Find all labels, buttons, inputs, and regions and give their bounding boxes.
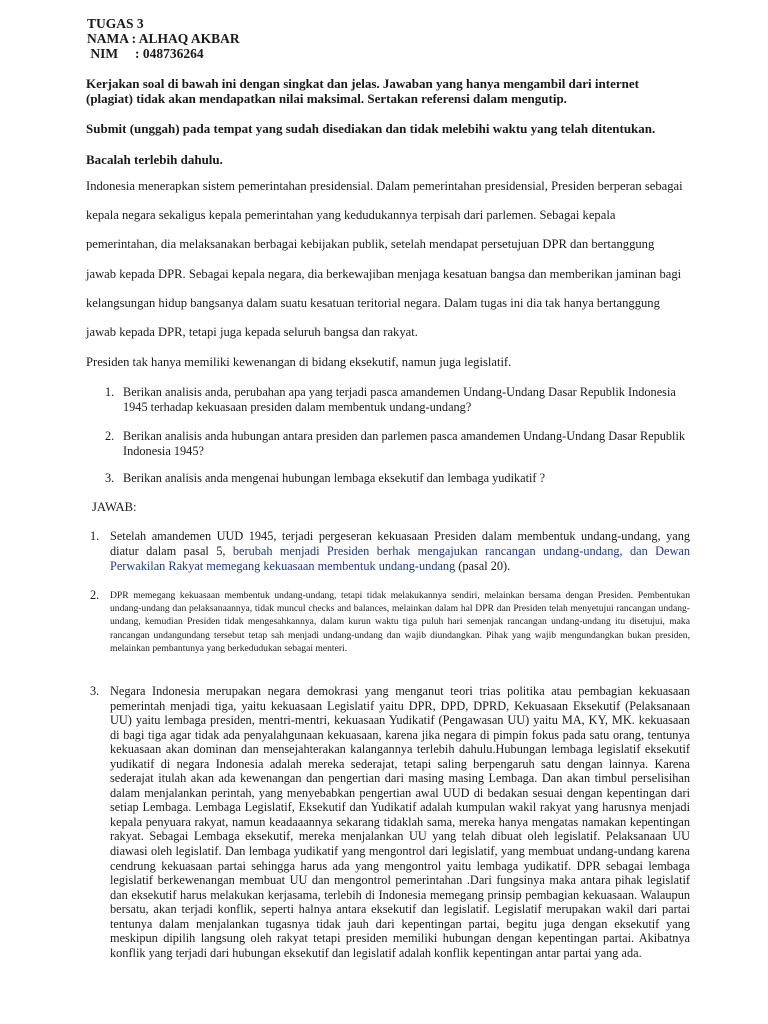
answer-text-part: Setelah amandemen UUD 1945, terjadi pergeseran kekuasaan Presiden dalam membentuk undang-undang, yang diatur dalam pasal 5, [110, 529, 690, 558]
instruction-plagiarism: Kerjakan soal di bawah ini dengan singkat dan jelas. Jawaban yang hanya mengambil dari internet (plagiat) tidak akan mendapatkan nilai maksimal. Sertakan referensi dalam mengutip. [86, 76, 639, 106]
answer-item [90, 684, 690, 960]
assignment-title: TUGAS 3 [87, 16, 144, 31]
question-number: 3. [105, 471, 115, 485]
question-item [105, 429, 690, 458]
intro-lead: Presiden tak hanya memiliki kewenangan di bidang eksekutif, namun juga legislatif. [86, 355, 512, 369]
student-name: NAMA : ALHAQ AKBAR [87, 31, 240, 46]
answer-item [90, 529, 690, 574]
instruction-read-first: Bacalah terlebih dahulu. [86, 152, 223, 167]
answer-text [110, 529, 690, 574]
jawab-label: JAWAB: [92, 500, 137, 514]
question-number: 2. [105, 429, 115, 443]
answer-text: Negara Indonesia merupakan negara demokrasi yang menganut teori trias politika atau pembagian kekuasaan pemerintah menjadi tiga, yaitu kekuasaan Legislatif yaitu DPR, DPD, DPRD, Kekuasaan Eksekutif (Pelaksanaan UU) yaitu lembaga presiden, mentri-mentri, kekuasaan Yudikatif (Pengawasan UU) yaitu MA, KY, MK. kekuasaan di bagi tiga agar tidak ada penyalahgunaan kekuasaan, karena jika negara di pimpin fokus pada satu orang, tentunya kekuasaan akan dominan dan mensejahterakan kalangannya terlebih dahulu.Hubungan lembaga legislatif eksekutif yudikatif di negara Indonesia adalah mereka sederajat, tetapi saling berpengaruh satu dengan lainnya. Karena sederajat itulah akan ada kewenangan dan pengertian dari masing masing Lembaga. Dan akan timbul perselisihan dalam menjalankan perintah, yang menyebabkan pengertian awal UUD di bedakan sesuai dengan kepentingan dari setiap Lembaga. Lembaga Legislatif, Eksekutif dan Yudikatif adalah kumpulan wakil rakyat yang harusnya menjadi kepala penyuara rakyat, namun keadaaannya sekarang tidaklah sama, mereka hanya mengatas namakan kepentingan rakyat. Sebagai Lembaga eksekutif, mereka menjalankan UU yang telah dibuat oleh legislatif. Pelaksanaan UU diawasi oleh legislatif. Dan lembaga yudikatif yang mengontrol dari legislatif, yang membuat undang-undang karena cendrung kekuasaan partai sehingga harus ada yang mengontrol yaitu lembaga yudikatif. DPR sebagai lembaga legislatif berkewenangan membuat UU dan mengontrol pemerintahan .Dari fungsinya maka antara pihak legislatif dan eksekutif harus melakukan kerjasama, terlebih di Indonesia memegang prinsip pembagian kekuasaan. Walaupun bersatu, akan terjadi konflik, seperti halnya antara eksekutif dan legislatif. Legislatif merupakan wakil dari partai tentunya dalam menjalankan tugasnya tidak jauh dari kepentingan partai, begitu juga dengan eksekutif yang meskipun dipilih langsung oleh rakyat tetapi presiden memiliki hubungan dengan kepentingan partai. Akibatnya konflik yang terjadi dari hubungan eksekutif dan legislatif adalah konflik kepentingan antar partai yang ada. [110, 684, 690, 960]
instruction-submit: Submit (unggah) pada tempat yang sudah disediakan dan tidak melebihi waktu yang telah ditentukan. [86, 121, 656, 136]
answer-number: 3. [90, 684, 100, 698]
answer-text: DPR memegang kekuasaan membentuk undang-undang, tetapi tidak melakukannya sendiri, melainkan bersama dengan Presiden. Pembentukan undang-undang dan pelaksanaannya, tidak muncul checks and balances, melainkan dalam hal DPR dan Presiden telah menyetujui rancangan undang-undang, kemudian Presiden tidak mengesahkannya, dalam kurun waktu tiga puluh hari semenjak rancangan undang-undang itu disetujui, maka rancangan undangundang tersebut tetap sah menjadi undang-undang dan wajib diundangkan. Pihak yang wajib mengundangkan bukan presiden, melainkan pembantunya yang berkedudukan sebagai menteri. [110, 590, 690, 654]
answer-text-part: (pasal 20). [455, 559, 511, 573]
question-item [105, 385, 690, 414]
student-id: NIM : 048736264 [87, 46, 204, 61]
answer-item [90, 589, 690, 655]
question-text: Berikan analisis anda mengenai hubungan lembaga eksekutif dan lembaga yudikatif ? [123, 471, 546, 485]
question-number: 1. [105, 385, 115, 399]
answer-number: 1. [90, 529, 100, 543]
question-text: Berikan analisis anda hubungan antara presiden dan parlemen pasca amandemen Undang-Undang Dasar Republik Indonesia 1945? [123, 429, 686, 458]
question-item [105, 471, 690, 486]
question-text: Berikan analisis anda, perubahan apa yang terjadi pasca amandemen Undang-Undang Dasar Republik Indonesia 1945 terhadap kekuasaan presiden dalam membentuk undang-undang? [123, 385, 676, 414]
answer-number: 2. [90, 588, 100, 602]
intro-paragraph: Indonesia menerapkan sistem pemerintahan presidensial. Dalam pemerintahan presidensial, Presiden berperan sebagai kepala negara sekaligus kepala pemerintahan yang kedudukannya terpisah dari parlemen. Sebagai kepala pemerintahan, dia melaksanakan berbagai kebijakan publik, setelah mendapat persetujuan DPR dan bertanggung jawab kepada DPR. Sebagai kepala negara, dia berkewajiban menjaga kesatuan bangsa dan memberikan jaminan bagi kelangsungan hidup bangsanya dalam suatu kesatuan teritorial negara. Dalam tugas ini dia tak hanya bertanggung jawab kepada DPR, tetapi juga kepada seluruh bangsa dan rakyat. [86, 179, 683, 340]
answer-text-highlight: berubah menjadi Presiden berhak mengajukan rancangan undang-undang, dan Dewan Perwakilan Rakyat memegang kekuasaan membentuk undang-undang [110, 544, 691, 573]
